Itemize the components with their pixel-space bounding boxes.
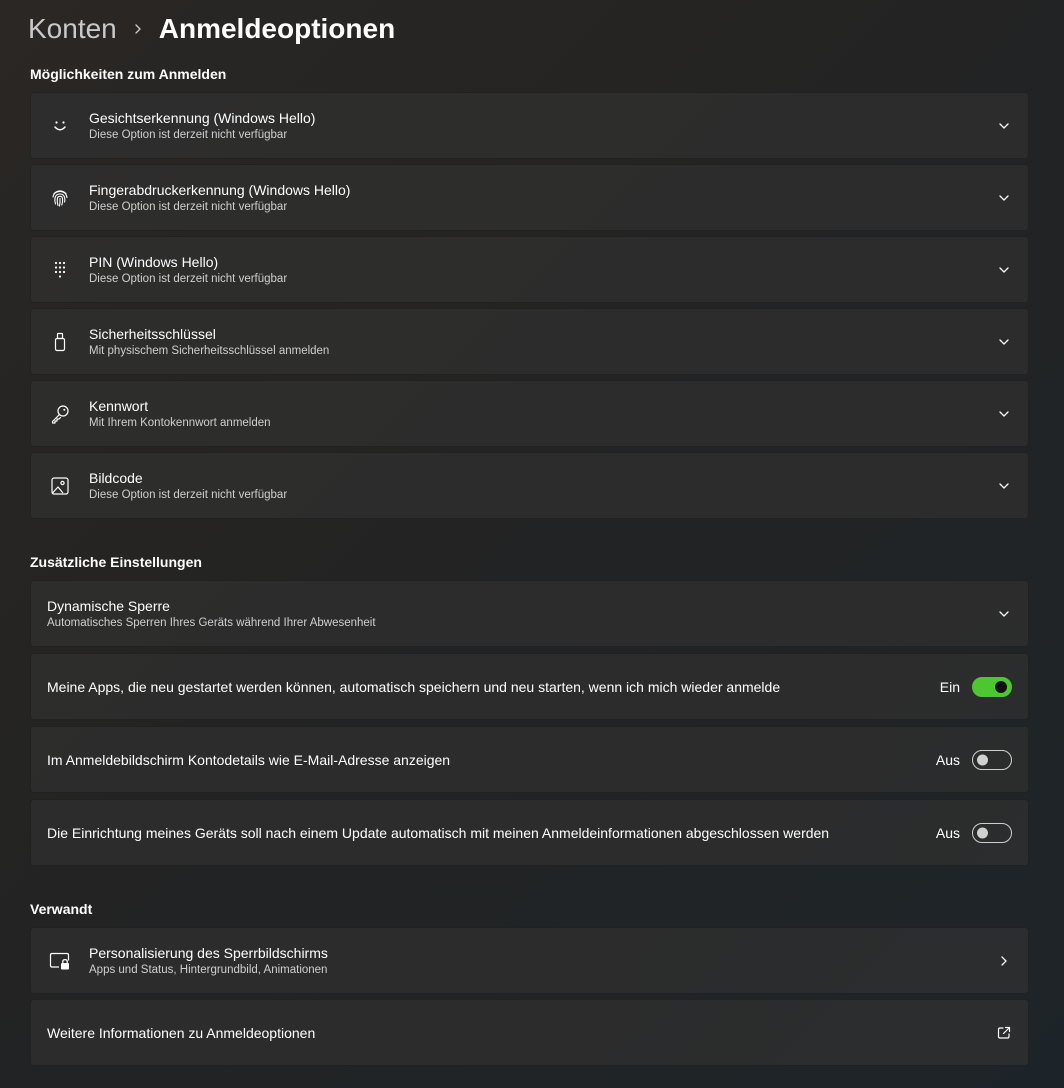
setting-label: Meine Apps, die neu gestartet werden können, automatisch speichern und neu starten, wenn ich mich wieder anmelde [47, 678, 781, 695]
restart-apps-toggle[interactable] [972, 677, 1012, 697]
sign-in-option-picture-password[interactable] [30, 452, 1029, 519]
sign-in-option-security-key[interactable] [30, 308, 1029, 375]
card-title: Personalisierung des Sperrbildschirms [89, 944, 328, 961]
show-account-details-setting [30, 726, 1029, 793]
page-title: Anmeldeoptionen [158, 13, 396, 44]
external-link-icon[interactable] [996, 1025, 1012, 1041]
card-title: Dynamische Sperre [47, 597, 170, 614]
setting-label: Die Einrichtung meines Geräts soll nach einem Update automatisch mit meinen Anmeldeinformationen abgeschlossen werden [47, 824, 830, 841]
fingerprint-icon [49, 187, 71, 209]
chevron-down-icon[interactable] [996, 606, 1012, 622]
section-title-sign-in-ways: Möglichkeiten zum Anmelden [30, 66, 227, 82]
chevron-down-icon[interactable] [996, 334, 1012, 350]
card-title: Weitere Informationen zu Anmeldeoptionen [47, 1024, 316, 1041]
sign-in-option-pin[interactable] [30, 236, 1029, 303]
toggle-state-label: Aus [935, 824, 960, 841]
sign-in-option-fingerprint[interactable] [30, 164, 1029, 231]
card-subtitle: Apps und Status, Hintergrundbild, Animationen [89, 963, 328, 976]
card-subtitle: Diese Option ist derzeit nicht verfügbar [89, 128, 288, 141]
card-subtitle: Mit physischem Sicherheitsschlüssel anmelden [89, 344, 330, 357]
usb-key-icon [49, 331, 71, 353]
sign-in-option-face-recognition[interactable] [30, 92, 1029, 159]
dynamic-lock-setting[interactable] [30, 580, 1029, 647]
chevron-down-icon[interactable] [996, 262, 1012, 278]
section-title-related: Verwandt [30, 901, 93, 917]
toggle-knob [995, 681, 1007, 693]
chevron-right-icon[interactable] [996, 953, 1012, 969]
chevron-right-icon [117, 23, 159, 35]
card-title: Bildcode [89, 469, 143, 486]
lock-screen-personalization-link[interactable] [30, 927, 1029, 994]
picture-icon [49, 475, 71, 497]
auto-finish-setup-setting [30, 799, 1029, 866]
chevron-down-icon[interactable] [996, 406, 1012, 422]
card-subtitle: Diese Option ist derzeit nicht verfügbar [89, 488, 288, 501]
sign-in-option-password[interactable] [30, 380, 1029, 447]
section-title-additional-settings: Zusätzliche Einstellungen [30, 554, 202, 570]
auto-finish-setup-toggle[interactable] [972, 823, 1012, 843]
lock-screen-icon [49, 950, 71, 972]
show-account-details-toggle[interactable] [972, 750, 1012, 770]
breadcrumb [28, 8, 395, 50]
card-subtitle: Diese Option ist derzeit nicht verfügbar [89, 272, 288, 285]
face-icon [49, 115, 71, 137]
restart-apps-setting [30, 653, 1029, 720]
more-info-link[interactable] [30, 999, 1029, 1066]
card-subtitle: Automatisches Sperren Ihres Geräts während Ihrer Abwesenheit [47, 616, 376, 629]
card-subtitle: Diese Option ist derzeit nicht verfügbar [89, 200, 288, 213]
toggle-state-label: Aus [935, 751, 960, 768]
setting-label: Im Anmeldebildschirm Kontodetails wie E-Mail-Adresse anzeigen [47, 751, 451, 768]
chevron-down-icon[interactable] [996, 118, 1012, 134]
toggle-knob [977, 827, 988, 838]
toggle-state-label: Ein [939, 678, 960, 695]
key-icon [49, 403, 71, 425]
card-title: Gesichtserkennung (Windows Hello) [89, 109, 316, 126]
card-title: Fingerabdruckerkennung (Windows Hello) [89, 181, 351, 198]
breadcrumb-konten-link[interactable]: Konten [28, 13, 117, 44]
pin-keypad-icon [49, 259, 71, 281]
card-title: Sicherheitsschlüssel [89, 325, 216, 342]
chevron-down-icon[interactable] [996, 478, 1012, 494]
card-subtitle: Mit Ihrem Kontokennwort anmelden [89, 416, 271, 429]
toggle-knob [977, 754, 988, 765]
chevron-down-icon[interactable] [996, 190, 1012, 206]
card-title: PIN (Windows Hello) [89, 253, 219, 270]
card-title: Kennwort [89, 397, 149, 414]
